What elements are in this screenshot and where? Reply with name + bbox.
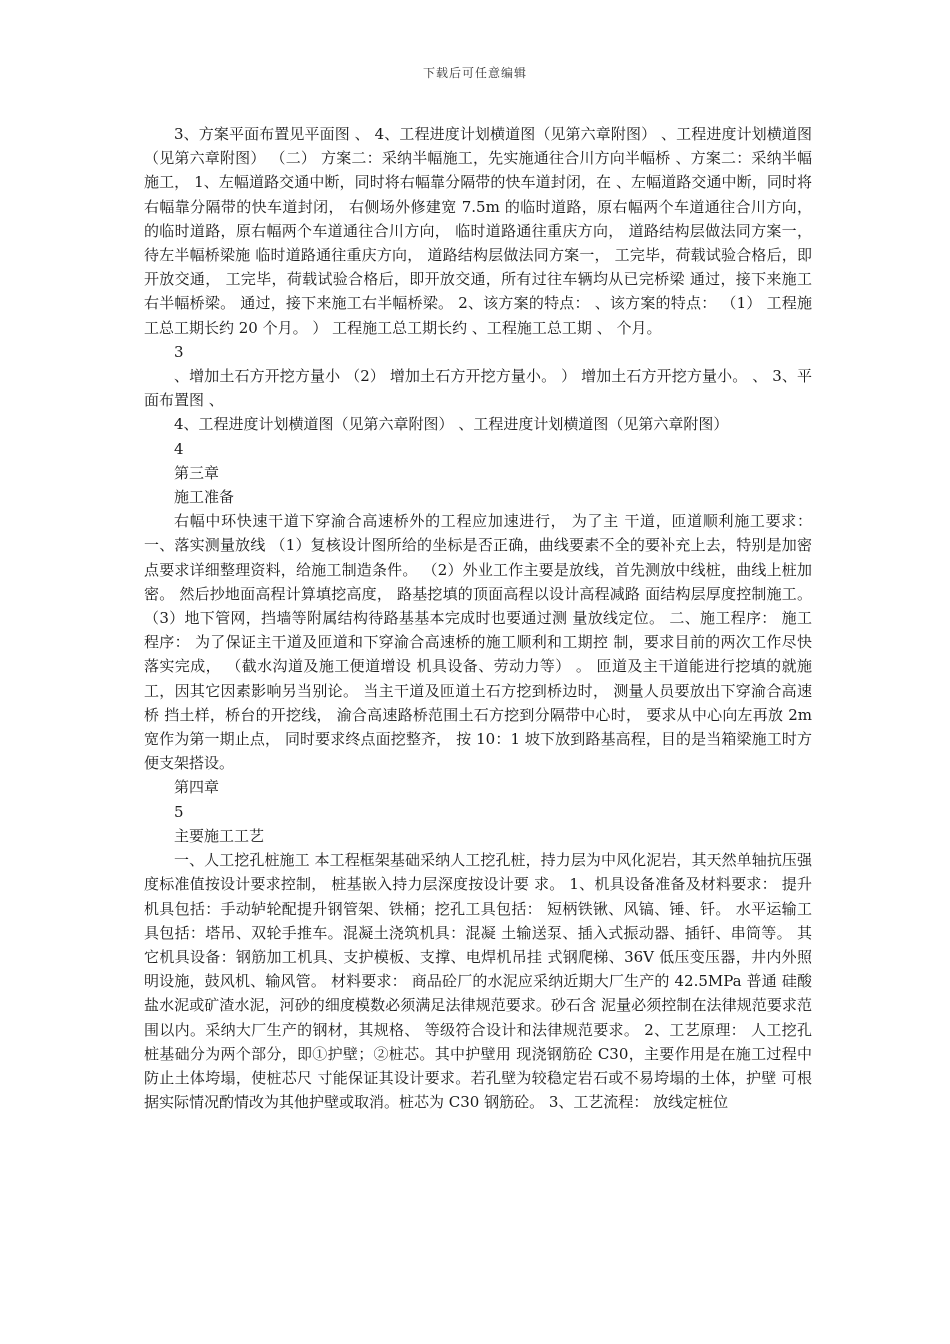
page-number: 3 — [174, 342, 184, 361]
paragraph: 3、方案平面布置见平面图 、 4、工程进度计划横道图（见第六章附图） 、工程进度计划横道图（见第六章附图） （二） 方案二：采纳半幅施工，先实施通往合川方向半幅桥 、方案二：采纳半幅施工， 1、左幅道路交通中断，同时将右幅靠分隔带的快车道封闭，在 、左幅道路交通中断，同时将右幅靠分隔带的快车道封闭， 右侧场外修建宽 7.5m 的临时道路，原右幅两个车道通往合川方向， 的临时道路，原右幅两个车道通往合川方向， 临时道路通往重庆方向， 道路结构层做法同方案一， 待左半幅桥梁施 临时道路通往重庆方向， 道路结构层做法同方案一， 工完毕，荷载试验合格后，即开放交通， 工完毕，荷载试验合格后，即开放交通，所有过往车辆均从已完桥梁 通过，接下来施工右半幅桥梁。 通过，接下来施工右半幅桥梁。 2、该方案的特点： 、该方案的特点： （1） 工程施工总工期长约 20 个月。 ） 工程施工总工期长约 、工程施工总工期 、 个月。 — [144, 125, 812, 337]
chapter-heading: 第四章 — [174, 778, 220, 797]
section-title: 主要施工工艺 — [174, 826, 265, 845]
paragraph: 右幅中环快速干道下穿渝合高速桥外的工程应加速进行， 为了主 干道，匝道顺利施工要求： 一、落实测量放线 （1）复核设计图所给的坐标是否正确，曲线要素不全的要补充上去，特别是加密点要求详细整理资料，给施工制造条件。 （2）外业工作主要是放线，首先测放中线桩，曲线上桩加密。 然后抄地面高程计算填挖高度， 路基挖填的顶面高程以设计高程减路 面结构层厚度控制施工。 （3）地下管网，挡墙等附属结构待路基基本完成时也要通过测 量放线定位。 二、施工程序： 施工程序： 为了保证主干道及匝道和下穿渝合高速桥的施工顺利和工期控 制，要求目前的两次工作尽快落实完成， （截水沟道及施工便道增设 机具设备、劳动力等） 。 匝道及主干道能进行挖填的就施工，因其它因素影响另当别论。 当主干道及匝道土石方挖到桥边时， 测量人员要放出下穿渝合高速桥 挡土样，桥台的开挖线， 渝合高速路桥范围土石方挖到分隔带中心时， 要求从中心向左再放 2m 宽作为第一期止点， 同时要求终点面挖整齐， 按 10：1 坡下放到路基高程，目的是当箱梁施工时方便支架搭设。 — [144, 512, 812, 773]
page-header: 下载后可任意编辑 — [422, 66, 527, 80]
page-number: 4 — [174, 439, 184, 458]
section-title: 施工准备 — [174, 488, 235, 507]
page-number: 5 — [174, 802, 184, 821]
paragraph: 4、工程进度计划横道图（见第六章附图） 、工程进度计划横道图（见第六章附图） — [174, 415, 729, 434]
chapter-heading: 第三章 — [174, 463, 220, 482]
document-body — [144, 122, 812, 1114]
paragraph: 一、人工挖孔桩施工 本工程框架基础采纳人工挖孔桩，持力层为中风化泥岩，其天然单轴抗压强度标准值按设计要求控制， 桩基嵌入持力层深度按设计要 求。 1、机具设备准备及材料要求： 提升机具包括：手动轳轮配提升钢管架、铁桶；挖孔工具包括： 短柄铁锹、风镐、锤、钎。 水平运输工具包括：塔吊、双轮手推车。混凝土浇筑机具：混凝 土输送泵、插入式振动器、插钎、串筒等。 其它机具设备：钢筋加工机具、支护模板、支撑、电焊机吊挂 式钢爬梯、36V 低压变压器，井内外照明设施，鼓风机、输风管。 材料要求： 商品砼厂的水泥应采纳近期大厂生产的 42.5MPa 普通 硅酸盐水泥或矿渣水泥，河砂的细度模数必须满足法律规范要求。砂石含 泥量必须控制在法律规范要求范围以内。采纳大厂生产的钢材，其规格、 等级符合设计和法律规范要求。 2、工艺原理： 人工挖孔桩基础分为两个部分，即①护壁；②桩芯。其中护壁用 现浇钢筋砼 C30，主要作用是在施工过程中防止土体垮塌，使桩芯尺 寸能保证其设计要求。若孔壁为较稳定岩石或不易垮塌的土体，护壁 可根据实际情况酌情改为其他护壁或取消。桩芯为 C30 钢筋砼。 3、工艺流程： 放线定桩位 — [144, 851, 812, 1112]
paragraph: 、增加土石方开挖方量小 （2） 增加土石方开挖方量小。 ） 增加土石方开挖方量小。 、 3、平面布置图 、 — [144, 367, 812, 410]
